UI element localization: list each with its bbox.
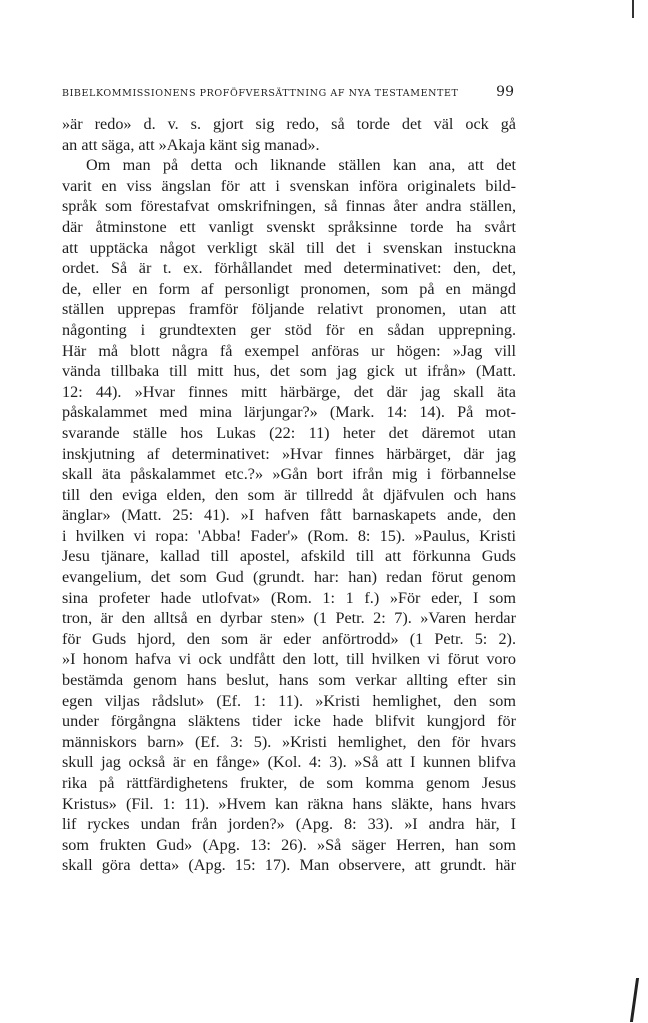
text-line: människors barn» (Ef. 3: 5). »Kristi hemlighet, den för hvars [62, 732, 516, 751]
text-line: att upptäcka något verkligt skäl till det i svenskan instuckna [62, 238, 516, 257]
text-line: »I honom hafva vi ock undfått den lott, till hvilken vi förut voro [62, 650, 516, 669]
text-line: »är redo» d. v. s. gjort sig redo, så torde det väl ock gå [62, 115, 516, 133]
text-line: an att säga, att »Akaja känt sig manad». [62, 135, 320, 154]
text-line: varit en viss ängslan för att i svenskan införa originalets bild- [62, 176, 516, 195]
running-title: BIBELKOMMISSIONENS PROFÖFVERSÄTTNING AF NYA TESTAMENTET [62, 88, 459, 99]
text-line: ställen upprepas framför följande relativt pronomen, utan att [62, 300, 516, 319]
text-line: språk som förestafvat omskrifningen, så finnas åter andra ställen, [62, 197, 516, 216]
text-line: Kristus» (Fil. 1: 11). »Hvem kan räkna hans släkte, hans hvars [62, 794, 516, 813]
text-line: tron, är den alltså en dyrbar sten» (1 Petr. 2: 7). »Varen herdar [62, 609, 516, 628]
text-line: ordet. Så är t. ex. förhållandet med determinativet: den, det, [62, 259, 516, 278]
text-line: Om man på detta och liknande ställen kan ana, att det [86, 156, 516, 175]
text-line: för Guds hjord, den som är eder anförtrodd» (1 Petr. 5: 2). [62, 629, 516, 648]
text-line: lif ryckes undan från jorden?» (Apg. 8: 33). »I andra här, I [62, 815, 516, 834]
text-line: svarande ställe hos Lukas (22: 11) heter det däremot utan [62, 423, 516, 442]
text-line: Jesu tjänare, kallad till apostel, afskild till att förkunna Guds [62, 547, 516, 566]
text-line: sina profeter hade utlofvat» (Rom. 1: 1 f.) »För eder, I som [62, 588, 516, 607]
text-line: Här må blott några få exempel anföras ur högen: »Jag vill [62, 341, 516, 360]
text-line: änglar» (Matt. 25: 41). »I hafven fått barnaskapets ande, den [62, 506, 516, 525]
text-line: bestämda genom hans beslut, hans som verkar allting efter sin [62, 671, 516, 690]
text-line: skall göra detta» (Apg. 15: 17). Man observere, att grundt. här [62, 856, 516, 875]
text-line: skull jag också är en fånge» (Kol. 4: 3). »Så att I kunnen blifva [62, 753, 516, 772]
text-line: evangelium, det som Gud (grundt. har: han) redan förut genom [62, 568, 516, 587]
text-line: egen viljas rådslut» (Ef. 1: 11). »Kristi hemlighet, den som [62, 691, 516, 710]
text-line: där åtminstone ett vanligt svenskt språksinne torde ha svårt [62, 217, 516, 236]
text-line: någonting i grundtexten ger stöd för en sådan upprepning. [62, 320, 516, 339]
text-line: vända tillbaka till mitt hus, det som jag gick ut ifrån» (Matt. [62, 362, 516, 381]
text-line: påskalammet med mina lärjungar?» (Mark. 14: 14). På mot- [62, 403, 516, 422]
running-header [62, 84, 514, 100]
text-line: skall äta påskalammet etc.?» »Gån bort ifrån mig i förbannelse [62, 465, 516, 484]
text-line: 12: 44). »Hvar finnes mitt härbärge, det där jag skall äta [62, 382, 516, 401]
body-text [62, 114, 516, 876]
text-line: under förgångna släktens tider icke hade blifvit kungjord för [62, 712, 516, 731]
page-edge-mark [632, 0, 634, 18]
text-line: som frukten Gud» (Apg. 13: 26). »Så säger Herren, han som [62, 835, 516, 854]
text-line: i hvilken vi ropa: 'Abba! Fader'» (Rom. 8: 15). »Paulus, Kristi [62, 526, 516, 545]
text-line: de, eller en form af personligt pronomen, som på en mängd [62, 279, 516, 298]
text-line: till den eviga elden, den som är tillredd åt djäfvulen och hans [62, 485, 516, 504]
page-edge-mark [630, 978, 639, 1022]
text-line: inskjutning af determinativet: »Hvar finnes härbärget, där jag [62, 444, 516, 463]
text-line: rika på rättfärdighetens frukter, de som komma genom Jesus [62, 774, 516, 792]
page-number: 99 [496, 84, 514, 100]
